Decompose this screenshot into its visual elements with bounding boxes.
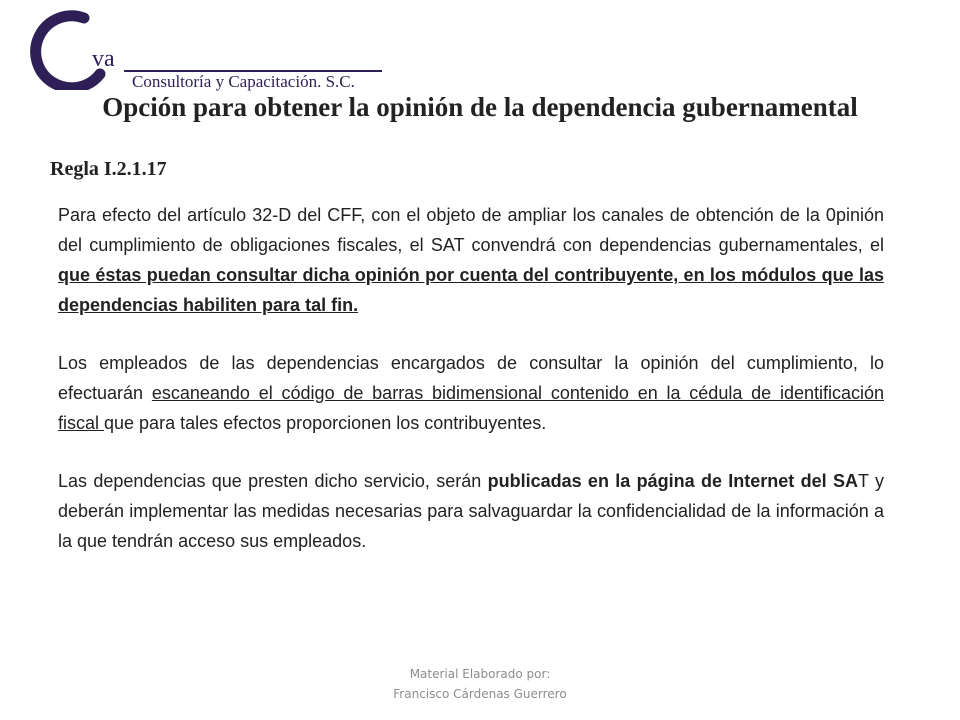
paragraph-2-text: Los empleados de las dependencias encargados de consultar la opinión del cumplimiento, lo efectuarán — [58, 353, 884, 403]
paragraph-2-underlined: escaneando el código de barras bidimensional contenido en la cédula de identificación fiscal — [58, 383, 885, 433]
paragraph-1-text: Para efecto del artículo 32-D del CFF, con el objeto de ampliar los canales de obtención de la 0pinión del cumplimiento de obligaciones fiscales, el SAT convendrá con dependencias gubernamentales, el — [58, 205, 884, 255]
footer-credit — [0, 664, 960, 704]
paragraph-1 — [58, 200, 884, 320]
paragraph-3 — [58, 466, 884, 556]
paragraph-1-emphasis: que éstas puedan consultar dicha opinión por cuenta del contribuyente, en los módulos que las dependencias habiliten para tal fin. — [58, 265, 884, 315]
page-title: Opción para obtener la opinión de la dependencia gubernamental — [102, 92, 858, 122]
paragraph-3-bold: publicadas en la página de Internet del SA — [487, 471, 858, 491]
logo-mark: va — [92, 46, 115, 72]
paragraph-3-text: Las dependencias que presten dicho servicio, serán — [58, 471, 488, 491]
footer-line-1: Material Elaborado por: — [409, 667, 551, 681]
g-swoosh-logo-icon — [22, 8, 132, 90]
logo-company-name: Consultoría y Capacitación. S.C. — [132, 72, 355, 91]
footer-line-2: Francisco Cárdenas Guerrero — [393, 687, 567, 701]
company-logo — [22, 8, 372, 90]
paragraph-2 — [58, 348, 884, 438]
paragraph-2-text-end: que para tales efectos proporcionen los contribuyentes. — [104, 413, 547, 433]
body-text — [58, 200, 884, 556]
rule-reference: Regla I.2.1.17 — [50, 158, 167, 180]
paragraph-3-text-end: T y deberán implementar las medidas necesarias para salvaguardar la confidencialidad de la información a la que tendrán acceso sus empleados. — [58, 471, 884, 551]
